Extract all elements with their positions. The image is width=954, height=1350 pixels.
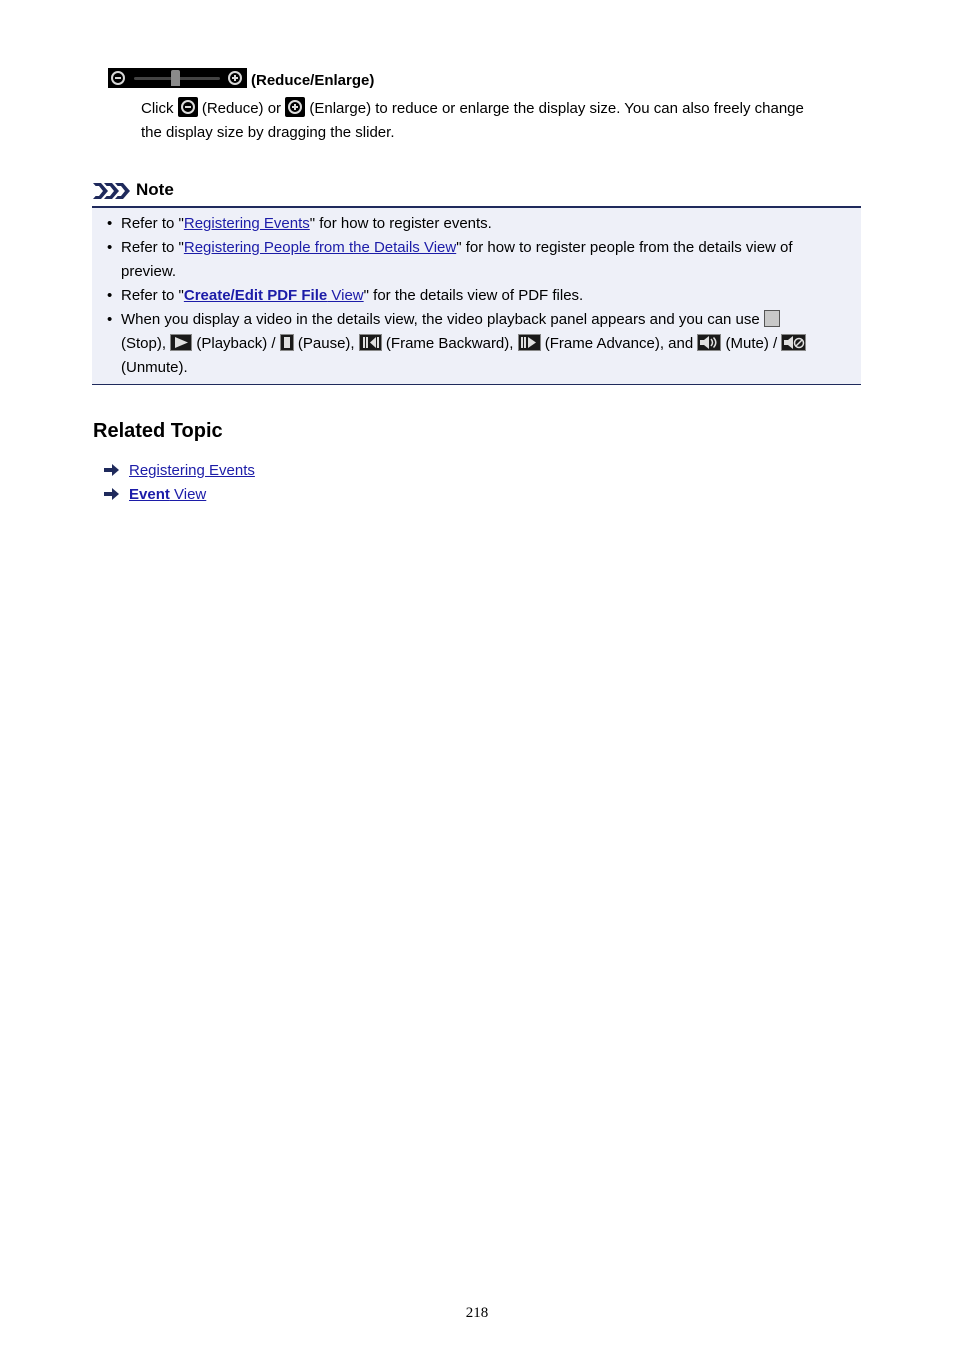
text-segment: (Reduce) or (197, 100, 286, 117)
related-links (104, 459, 255, 507)
note-list (92, 212, 861, 380)
slider-thumb (171, 70, 180, 86)
link-registering-events[interactable]: Registering Events (183, 215, 310, 232)
arrow-right-icon (104, 488, 120, 500)
page-number: 218 (465, 1305, 489, 1321)
unmute-icon (781, 334, 806, 351)
link-registering-events[interactable]: Registering Events (129, 462, 255, 479)
enlarge-icon (228, 71, 242, 85)
related-topic-heading: Related Topic (93, 420, 223, 442)
link-event-view[interactable]: Event View (129, 486, 207, 503)
link-registering-people[interactable]: Registering People from the Details View (183, 239, 457, 256)
playback-icon (170, 334, 192, 351)
related-link-item (104, 459, 255, 483)
reduce-icon (111, 71, 125, 85)
note-title: Note (136, 180, 174, 199)
text-segment: Click (141, 100, 178, 117)
frame-advance-icon (518, 334, 541, 351)
zoom-slider-image (108, 68, 247, 88)
enlarge-icon (285, 97, 305, 117)
text-segment: the display size by dragging the slider. (141, 124, 395, 141)
reduce-enlarge-heading: (Reduce/Enlarge) (251, 72, 375, 89)
note-box (92, 206, 861, 385)
frame-backward-icon (359, 334, 382, 351)
arrow-right-icon (104, 464, 120, 476)
note-item: • Refer to "Create/Edit PDF File View" for the details view of PDF files. (92, 284, 861, 308)
reduce-icon (178, 97, 198, 117)
mute-icon (697, 334, 721, 351)
note-item: • Refer to "Registering Events" for how to register events. (92, 212, 861, 236)
note-item: • When you display a video in the details view, the video playback panel appears and you can use (Stop), (Playback) / (Pause), (Frame Backward), (Frame Advance), and (Mute) / (Unmute). (92, 308, 861, 380)
note-item: • Refer to "Registering People from the Details View" for how to register people from the details view of preview. (92, 236, 861, 284)
note-chevron-icon (93, 183, 133, 199)
related-link-item (104, 483, 255, 507)
reduce-enlarge-desc (141, 97, 804, 145)
link-create-edit-pdf-view[interactable]: Create/Edit PDF File View (183, 287, 364, 304)
text-segment: (Enlarge) to reduce or enlarge the display size. You can also freely change (305, 100, 804, 117)
stop-icon (764, 310, 780, 327)
pause-icon (280, 334, 294, 351)
